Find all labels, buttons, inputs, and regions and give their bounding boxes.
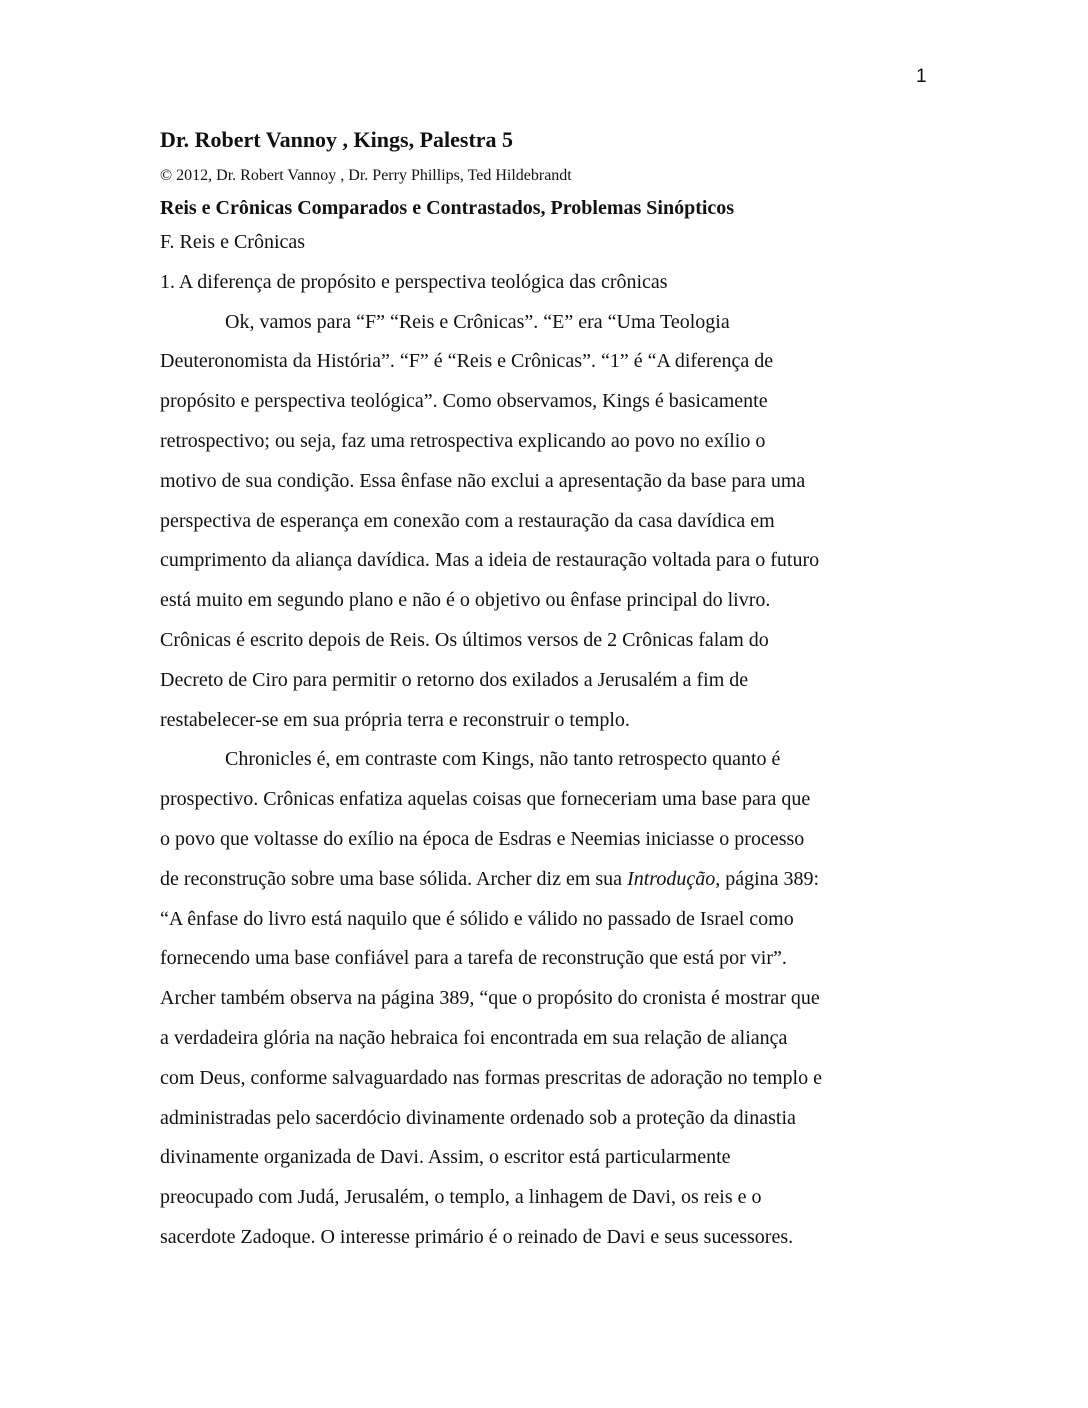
- paragraph-line: fornecendo uma base confiável para a tarefa de reconstrução que está por vir”.: [160, 947, 787, 970]
- paragraph-line: Crônicas é escrito depois de Reis. Os últimos versos de 2 Crônicas falam do: [160, 628, 769, 651]
- paragraph-line: está muito em segundo plano e não é o objetivo ou ênfase principal do livro.: [160, 589, 771, 612]
- document-subtitle: Reis e Crônicas Comparados e Contrastados, Problemas Sinópticos: [160, 197, 735, 219]
- line-text: de reconstrução sobre uma base sólida. Archer diz em sua: [160, 867, 628, 890]
- paragraph-line: Ok, vamos para “F” “Reis e Crônicas”. “E” era “Uma Teologia: [225, 310, 730, 333]
- section-heading: F. Reis e Crônicas: [160, 231, 306, 253]
- section-subheading: 1. A diferença de propósito e perspectiva teológica das crônicas: [160, 270, 668, 293]
- paragraph-line: com Deus, conforme salvaguardado nas formas prescritas de adoração no templo e: [160, 1066, 822, 1089]
- paragraph-line: Deuteronomista da História”. “F” é “Reis e Crônicas”. “1” é “A diferença de: [160, 350, 774, 373]
- document-title: Dr. Robert Vannoy , Kings, Palestra 5: [160, 127, 514, 152]
- paragraph-line: restabelecer-se em sua própria terra e reconstruir o templo.: [160, 708, 630, 731]
- paragraph-line: propósito e perspectiva teológica”. Como observamos, Kings é basicamente: [160, 390, 768, 413]
- page-number: 1: [916, 66, 927, 87]
- paragraph-line: divinamente organizada de Davi. Assim, o escritor está particularmente: [160, 1146, 731, 1169]
- paragraph-line: preocupado com Judá, Jerusalém, o templo, a linhagem de Davi, os reis e o: [160, 1186, 762, 1209]
- copyright-line: © 2012, Dr. Robert Vannoy , Dr. Perry Phillips, Ted Hildebrandt: [160, 167, 572, 184]
- paragraph-line: o povo que voltasse do exílio na época de Esdras e Neemias iniciasse o processo: [160, 827, 805, 850]
- document-body: [160, 125, 940, 1258]
- paragraph-line: retrospectivo; ou seja, faz uma retrospectiva explicando ao povo no exílio o: [160, 429, 766, 452]
- paragraph-line: Decreto de Ciro para permitir o retorno dos exilados a Jerusalém a fim de: [160, 668, 749, 691]
- paragraph-line: perspectiva de esperança em conexão com a restauração da casa davídica em: [160, 509, 775, 532]
- paragraph-line: prospectivo. Crônicas enfatiza aquelas coisas que forneceriam uma base para que: [160, 788, 811, 811]
- paragraph-line: “A ênfase do livro está naquilo que é sólido e válido no passado de Israel como: [160, 907, 794, 930]
- paragraph-2: [160, 740, 940, 1257]
- paragraph-line: administradas pelo sacerdócio divinamente ordenado sob a proteção da dinastia: [160, 1106, 796, 1129]
- paragraph-1: [160, 303, 940, 741]
- paragraph-line: cumprimento da aliança davídica. Mas a ideia de restauração voltada para o futuro: [160, 549, 820, 572]
- book-title-italic: Introdução,: [627, 867, 721, 890]
- paragraph-line: Archer também observa na página 389, “que o propósito do cronista é mostrar que: [160, 987, 820, 1010]
- line-text: página 389:: [720, 867, 820, 890]
- paragraph-line: sacerdote Zadoque. O interesse primário é o reinado de Davi e seus sucessores.: [160, 1225, 794, 1248]
- paragraph-line: a verdadeira glória na nação hebraica foi encontrada em sua relação de aliança: [160, 1026, 788, 1049]
- paragraph-line: motivo de sua condição. Essa ênfase não exclui a apresentação da base para uma: [160, 469, 806, 492]
- paragraph-line: Chronicles é, em contraste com Kings, não tanto retrospecto quanto é: [225, 748, 781, 771]
- paragraph-line: [160, 860, 940, 900]
